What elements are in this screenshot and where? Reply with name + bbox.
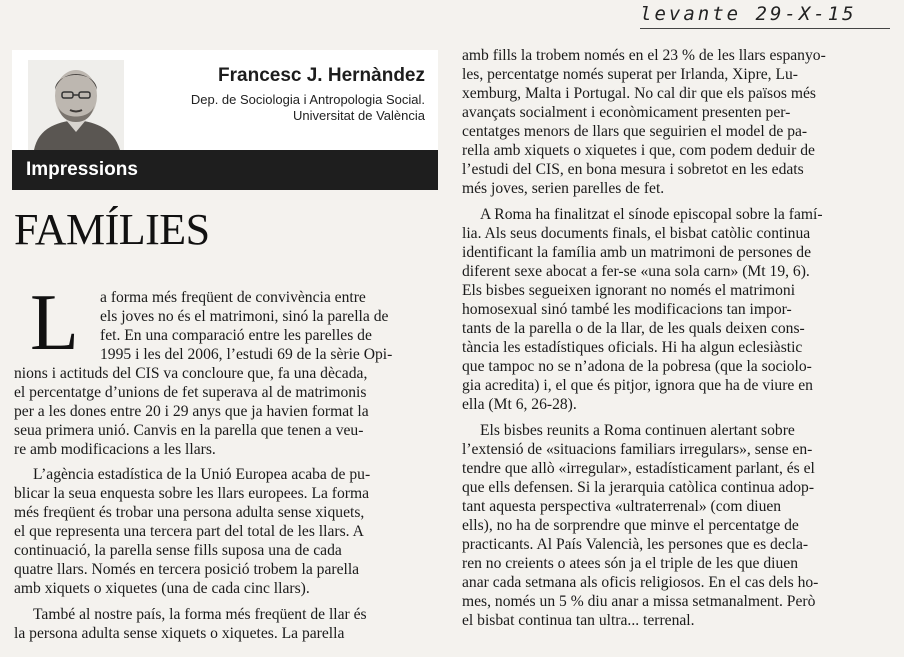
text-line: que tampoc no se n’adona de la pobresa (que la sociolo-: [462, 358, 812, 375]
text-line: tendre que allò «irregular», estadísticament parlant, és el: [462, 460, 815, 477]
text-line: anar cada setmana als oficis religiosos. En el cas dels ho-: [462, 574, 819, 591]
text-line: la persona adulta sense xiquets o xiquetes. La parella: [14, 625, 345, 642]
article-title: FAMÍLIES: [14, 205, 210, 254]
text-line: el que representa una tercera part del total de les llars. A: [14, 523, 364, 540]
text-line: el percentatge d’unions de fet superava al de matrimonis: [14, 384, 367, 401]
text-line: mes, només un 5 % diu anar a missa setmanalment. Però: [462, 593, 816, 610]
text-line: seua primera unió. Canvis en la parella que tenen a veu-: [14, 422, 364, 439]
text-line: avançats socialment i econòmicament presenten per-: [462, 104, 791, 121]
text-line: centatges menors de llars que seguirien el model de pa-: [462, 123, 808, 140]
text-line: amb xiquets o xiquetes (una de cada cinc llars).: [14, 580, 310, 597]
text-line: lia. Als seus documents finals, el bisbat catòlic continua: [462, 225, 811, 242]
text-line: les, percentatge només superat per Irlanda, Xipre, Lu-: [462, 66, 798, 83]
text-line: continuació, la parella sense fills suposa una de cada: [14, 542, 342, 559]
text-line: amb fills la trobem només en el 23 % de les llars espanyo-: [462, 47, 826, 64]
drop-cap: L: [30, 279, 79, 367]
text-line: identificant la família amb un matrimoni de persones de: [462, 244, 812, 261]
text-line: rella amb xiquets o xiquetes i que, com podem deduir de: [462, 142, 815, 159]
text-line: homosexual sinó també les modificacions tan impor-: [462, 301, 792, 318]
text-line: diferent sexe abocat a fer-se «una sola carn» (Mt 19, 6).: [462, 263, 810, 280]
text-line: nions i actituds del CIS va concloure que, fa una dècada,: [14, 365, 368, 382]
text-line: el bisbat continua tan ultra... terrenal.: [462, 612, 695, 629]
text-line: Els bisbes reunits a Roma continuen alertant sobre: [480, 422, 795, 439]
text-line: practicants. Al País Valencià, les persones que es decla-: [462, 536, 809, 553]
author-name: Francesc J. Hernàndez: [218, 65, 425, 86]
text-line: L’agència estadística de la Unió Europea acaba de pu-: [33, 466, 371, 483]
author-header: [12, 50, 438, 150]
text-line: tant aquesta perspectiva «ultraterrenal» (com diuen: [462, 498, 782, 515]
text-line: tància les estadístiques oficials. Hi ha algun eclesiàstic: [462, 339, 803, 356]
text-line: per a les dones entre 20 i 29 anys que ja havien format la: [14, 403, 369, 420]
text-line: ells), no ha de sorprendre que minve el percentatge de: [462, 517, 799, 534]
author-byline: [191, 64, 425, 124]
author-department: Dep. de Sociologia i Antropologia Social.: [190, 92, 425, 107]
text-line: blicar la seua enquesta sobre les llars europees. La forma: [14, 485, 370, 502]
text-line: més freqüent és trobar una persona adulta sense xiquets,: [14, 504, 365, 521]
text-line: Els bisbes segueixen ignorant no només el matrimoni: [462, 282, 796, 299]
text-line: més joves, serien parelles de fet.: [462, 180, 665, 197]
text-line: re amb modificacions a les llars.: [14, 441, 216, 458]
text-line: l’extensió de «situacions familiars irregulars», sense en-: [462, 441, 813, 458]
text-line: a forma més freqüent de convivència entre: [100, 289, 366, 306]
text-line: tants de la parella o de la llar, de les quals deixen cons-: [462, 320, 805, 337]
section-label: Impressions: [12, 150, 438, 190]
text-line: els joves no és el matrimoni, sinó la parella de: [100, 308, 389, 325]
text-line: quatre llars. Només en tercera posició trobem la parella: [14, 561, 360, 578]
handwritten-clipping-note: levante 29-X-15: [640, 2, 890, 29]
text-line: ella (Mt 6, 26-28).: [462, 396, 577, 413]
text-line: A Roma ha finalitzat el sínode episcopal sobre la famí-: [480, 206, 823, 223]
author-photo: [28, 60, 124, 150]
text-line: fet. En una comparació entre les parelles de: [100, 327, 372, 344]
text-line: ren no creients o atees són ja el triple de les que diuen: [462, 555, 799, 572]
text-line: 1995 i les del 2006, l’estudi 69 de la sèrie Opi-: [100, 346, 393, 363]
text-line: l’estudi del CIS, en bona mesura i sobretot en les edats: [462, 161, 804, 178]
text-line: que ells defensen. Si la jerarquia catòlica continua adop-: [462, 479, 815, 496]
text-line: xemburg, Malta i Portugal. No cal dir que els països més: [462, 85, 816, 102]
author-university: Universitat de València: [293, 108, 425, 123]
text-line: gia acredita) i, el que és pitjor, ignora que ha de viure en: [462, 377, 813, 394]
text-line: També al nostre país, la forma més freqüent de llar és: [33, 606, 367, 623]
